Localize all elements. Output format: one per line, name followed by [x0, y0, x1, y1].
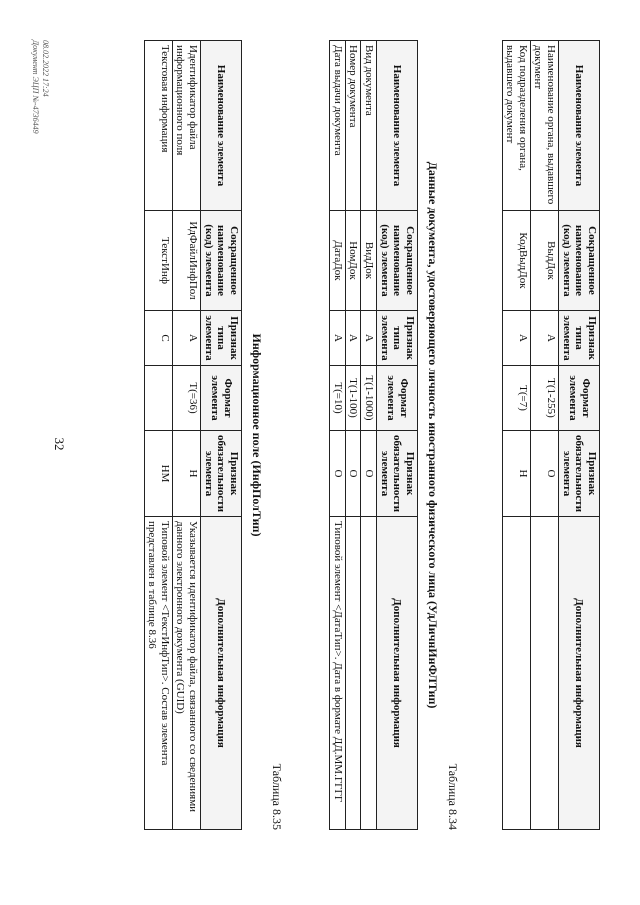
header-info: Дополнительная информация [559, 517, 600, 830]
table-row [345, 41, 361, 830]
table-title: Информационное поле (ИнфПолТип) [250, 333, 264, 537]
header-format: Формат элемента [201, 366, 242, 431]
table-title: Данные документа, удостоверяющего личность иностранного физического лица (УдЛичнИнФЛТип) [426, 161, 440, 709]
cell-name: Дата выдачи документа [330, 41, 346, 211]
table-8-35 [144, 40, 242, 830]
table-row [330, 41, 346, 830]
table-header-row [559, 41, 600, 830]
header-code: Сокращенное наименование (код) элемента [201, 211, 242, 311]
cell-info [530, 517, 558, 830]
cell-required: О [345, 431, 361, 517]
header-required: Признак обязательности элемента [559, 431, 600, 517]
page-number: 32 [52, 437, 67, 451]
cell-name: Наименование органа, выдавшего документ [530, 41, 558, 211]
header-name: Наименование элемента [201, 41, 242, 211]
header-format: Формат элемента [377, 366, 418, 431]
header-type: Признак типа элемента [377, 311, 418, 366]
cell-format: Т(1-255) [530, 366, 558, 431]
cell-info [361, 517, 377, 830]
table-row [361, 41, 377, 830]
cell-info: Указывается идентификатор файла, связанного со сведениями данного электронного документа (GUID) [172, 517, 200, 830]
cell-format: Т(1-100) [345, 366, 361, 431]
table-row [530, 41, 558, 830]
cell-required: О [361, 431, 377, 517]
cell-type: А [530, 311, 558, 366]
cell-type: А [172, 311, 200, 366]
cell-info: Типовой элемент <ТекстИнфТип>. Состав элемента представлен в таблице 8.36 [144, 517, 172, 830]
cell-code: ИдФайлИнфПол [172, 211, 200, 311]
header-info: Дополнительная информация [201, 517, 242, 830]
header-code: Сокращенное наименование (код) элемента [377, 211, 418, 311]
header-required: Признак обязательности элемента [377, 431, 418, 517]
cell-required: НМ [144, 431, 172, 517]
cell-format: Т(1-1000) [361, 366, 377, 431]
header-type: Признак типа элемента [559, 311, 600, 366]
cell-name: Идентификатор файла информационного поля [172, 41, 200, 211]
header-type: Признак типа элемента [201, 311, 242, 366]
table-caption: Таблица 8.34 [446, 763, 460, 830]
table-row [172, 41, 200, 830]
cell-name: Вид документа [361, 41, 377, 211]
header-name: Наименование элемента [559, 41, 600, 211]
cell-info [345, 517, 361, 830]
cell-required: О [330, 431, 346, 517]
table-row [502, 41, 530, 830]
cell-code: НомДок [345, 211, 361, 311]
stamp-date: 08.02.2022 17:24 [41, 40, 50, 97]
header-name: Наименование элемента [377, 41, 418, 211]
header-info: Дополнительная информация [377, 517, 418, 830]
cell-name: Номер документа [345, 41, 361, 211]
cell-type: А [345, 311, 361, 366]
table-header-row [377, 41, 418, 830]
cell-name: Код подразделения органа, выдавшего документ [502, 41, 530, 211]
cell-info [502, 517, 530, 830]
table-row [144, 41, 172, 830]
header-code: Сокращенное наименование (код) элемента [559, 211, 600, 311]
cell-code: ВидДок [361, 211, 377, 311]
stamp-doc: Документ ЭЦП №-4736449 [31, 40, 41, 134]
cell-required: Н [172, 431, 200, 517]
cell-required: Н [502, 431, 530, 517]
cell-type: А [330, 311, 346, 366]
table-caption: Таблица 8.35 [270, 763, 284, 830]
cell-info: Типовой элемент <ДатаТип>. Дата в формате ДД.ММ.ГГГГ [330, 517, 346, 830]
table-header-row [201, 41, 242, 830]
cell-type: С [144, 311, 172, 366]
cell-format: Т(=7) [502, 366, 530, 431]
document-stamp [31, 40, 50, 134]
cell-name: Текстовая информация [144, 41, 172, 211]
cell-format: Т(=10) [330, 366, 346, 431]
cell-format [144, 366, 172, 431]
table-8-34 [329, 40, 418, 830]
header-format: Формат элемента [559, 366, 600, 431]
cell-code: ДатаДок [330, 211, 346, 311]
cell-type: А [361, 311, 377, 366]
cell-code: ВыдДок [530, 211, 558, 311]
cell-format: Т(=36) [172, 366, 200, 431]
cell-type: А [502, 311, 530, 366]
cell-required: О [530, 431, 558, 517]
cell-code: КодВыдДок [502, 211, 530, 311]
header-required: Признак обязательности элемента [201, 431, 242, 517]
cell-code: ТекстИнф [144, 211, 172, 311]
table-continuation [502, 40, 600, 830]
